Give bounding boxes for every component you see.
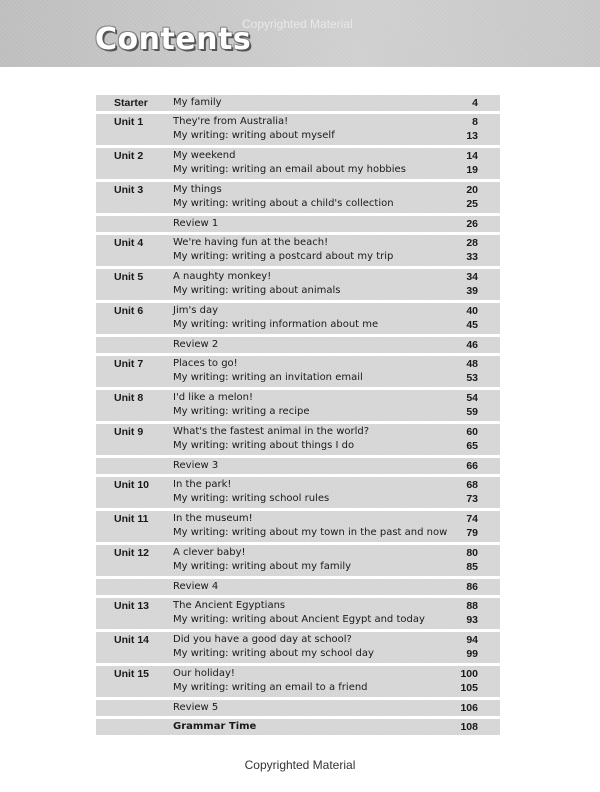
toc-entry-title: Grammar Time xyxy=(173,721,257,732)
toc-row xyxy=(96,148,500,179)
page-title: Contents xyxy=(95,22,252,57)
toc-row xyxy=(96,632,500,663)
toc-row xyxy=(96,666,500,697)
toc-entry-title: My things xyxy=(173,184,222,195)
toc-unit-label: Unit 2 xyxy=(114,150,144,162)
toc-page-number: 4 xyxy=(472,97,478,109)
toc-row xyxy=(96,303,500,334)
toc-unit-label: Unit 5 xyxy=(114,271,144,283)
toc-row xyxy=(96,95,500,111)
toc-unit-label: Unit 6 xyxy=(114,305,144,317)
toc-entry-title: Review 3 xyxy=(173,460,219,471)
toc-page-number: 20 xyxy=(466,184,478,196)
toc-entry-title: My writing: writing about Ancient Egypt and today xyxy=(173,614,425,625)
toc-unit-label: Unit 7 xyxy=(114,358,144,370)
toc-unit-label: Unit 9 xyxy=(114,426,144,438)
toc-page-number: 85 xyxy=(466,561,478,573)
toc-entry-title: My writing: writing a postcard about my trip xyxy=(173,251,394,262)
toc-unit-label: Unit 4 xyxy=(114,237,144,249)
toc-entry-title: My writing: writing about a child's collection xyxy=(173,198,394,209)
toc-entry-title: My writing: writing an email about my hobbies xyxy=(173,164,406,175)
header-banner xyxy=(0,0,600,67)
toc-page-number: 94 xyxy=(466,634,478,646)
toc-page-number: 46 xyxy=(466,339,478,351)
toc-entry-title: My writing: writing an invitation email xyxy=(173,372,363,383)
watermark-footer: Copyrighted Material xyxy=(244,758,356,772)
toc-entry-title: My writing: writing about my family xyxy=(173,561,352,572)
toc-entry-title: My writing: writing school rules xyxy=(173,493,330,504)
toc-page-number: 80 xyxy=(466,547,478,559)
toc-page-number: 73 xyxy=(466,493,478,505)
toc-row xyxy=(96,114,500,145)
toc-row xyxy=(96,719,500,735)
toc-entry-title: My writing: writing about my town in the past and now xyxy=(173,527,448,538)
toc-page-number: 48 xyxy=(466,358,478,370)
toc-page-number: 34 xyxy=(466,271,478,283)
toc-page-number: 39 xyxy=(466,285,478,297)
toc-entry-title: In the museum! xyxy=(173,513,253,524)
toc-unit-label: Unit 8 xyxy=(114,392,144,404)
toc-row xyxy=(96,511,500,542)
toc-unit-label: Unit 1 xyxy=(114,116,144,128)
watermark-top: Copyrighted Material xyxy=(242,17,353,31)
toc-page-number: 105 xyxy=(460,682,478,694)
toc-row xyxy=(96,235,500,266)
toc-page-number: 93 xyxy=(466,614,478,626)
toc-entry-title: We're having fun at the beach! xyxy=(173,237,329,248)
toc-unit-label: Starter xyxy=(114,97,148,109)
toc-entry-title: Review 1 xyxy=(173,218,219,229)
toc-entry-title: Review 2 xyxy=(173,339,219,350)
toc-row xyxy=(96,700,500,716)
toc-row xyxy=(96,458,500,474)
toc-entry-title: A clever baby! xyxy=(173,547,246,558)
toc-page-number: 66 xyxy=(466,460,478,472)
toc-entry-title: My writing: writing information about me xyxy=(173,319,379,330)
toc-unit-label: Unit 12 xyxy=(114,547,150,559)
toc-entry-title: I'd like a melon! xyxy=(173,392,253,403)
toc-page-number: 68 xyxy=(466,479,478,491)
toc-page-number: 14 xyxy=(466,150,478,162)
toc-row xyxy=(96,390,500,421)
toc-entry-title: My writing: writing a recipe xyxy=(173,406,310,417)
toc-row xyxy=(96,356,500,387)
toc-page-number: 79 xyxy=(466,527,478,539)
toc-row xyxy=(96,216,500,232)
toc-row xyxy=(96,424,500,455)
toc-entry-title: Our holiday! xyxy=(173,668,235,679)
toc-row xyxy=(96,598,500,629)
toc-row xyxy=(96,579,500,595)
toc-entry-title: Review 5 xyxy=(173,702,219,713)
toc-entry-title: Places to go! xyxy=(173,358,238,369)
toc-unit-label: Unit 13 xyxy=(114,600,150,612)
toc-page-number: 8 xyxy=(472,116,478,128)
toc-entry-title: A naughty monkey! xyxy=(173,271,272,282)
toc-entry-title: Jim's day xyxy=(173,305,218,316)
toc-page-number: 19 xyxy=(466,164,478,176)
toc-entry-title: The Ancient Egyptians xyxy=(173,600,286,611)
toc-entry-title: Review 4 xyxy=(173,581,219,592)
toc-page-number: 60 xyxy=(466,426,478,438)
toc-entry-title: My writing: writing about things I do xyxy=(173,440,355,451)
toc-entry-title: In the park! xyxy=(173,479,232,490)
table-of-contents xyxy=(96,95,500,738)
toc-entry-title: They're from Australia! xyxy=(173,116,289,127)
toc-entry-title: What's the fastest animal in the world? xyxy=(173,426,370,437)
toc-page-number: 59 xyxy=(466,406,478,418)
toc-page-number: 99 xyxy=(466,648,478,660)
toc-page-number: 25 xyxy=(466,198,478,210)
toc-unit-label: Unit 15 xyxy=(114,668,150,680)
toc-page-number: 106 xyxy=(460,702,478,714)
toc-row xyxy=(96,477,500,508)
toc-row xyxy=(96,337,500,353)
toc-page-number: 86 xyxy=(466,581,478,593)
toc-entry-title: My writing: writing about animals xyxy=(173,285,341,296)
toc-row xyxy=(96,269,500,300)
toc-row xyxy=(96,545,500,576)
toc-entry-title: Did you have a good day at school? xyxy=(173,634,352,645)
toc-page-number: 53 xyxy=(466,372,478,384)
toc-page-number: 28 xyxy=(466,237,478,249)
toc-unit-label: Unit 11 xyxy=(114,513,149,525)
toc-row xyxy=(96,182,500,213)
toc-page-number: 13 xyxy=(466,130,478,142)
toc-page-number: 74 xyxy=(466,513,478,525)
toc-page-number: 108 xyxy=(460,721,478,733)
toc-entry-title: My weekend xyxy=(173,150,236,161)
toc-page-number: 65 xyxy=(466,440,478,452)
toc-entry-title: My family xyxy=(173,97,222,108)
toc-unit-label: Unit 3 xyxy=(114,184,144,196)
toc-page-number: 26 xyxy=(466,218,478,230)
toc-page-number: 33 xyxy=(466,251,478,263)
toc-entry-title: My writing: writing about my school day xyxy=(173,648,374,659)
toc-page-number: 100 xyxy=(460,668,478,680)
toc-unit-label: Unit 10 xyxy=(114,479,150,491)
toc-page-number: 54 xyxy=(466,392,478,404)
toc-entry-title: My writing: writing about myself xyxy=(173,130,335,141)
toc-page-number: 88 xyxy=(466,600,478,612)
toc-unit-label: Unit 14 xyxy=(114,634,150,646)
toc-page-number: 40 xyxy=(466,305,478,317)
toc-page-number: 45 xyxy=(466,319,478,331)
toc-entry-title: My writing: writing an email to a friend xyxy=(173,682,368,693)
